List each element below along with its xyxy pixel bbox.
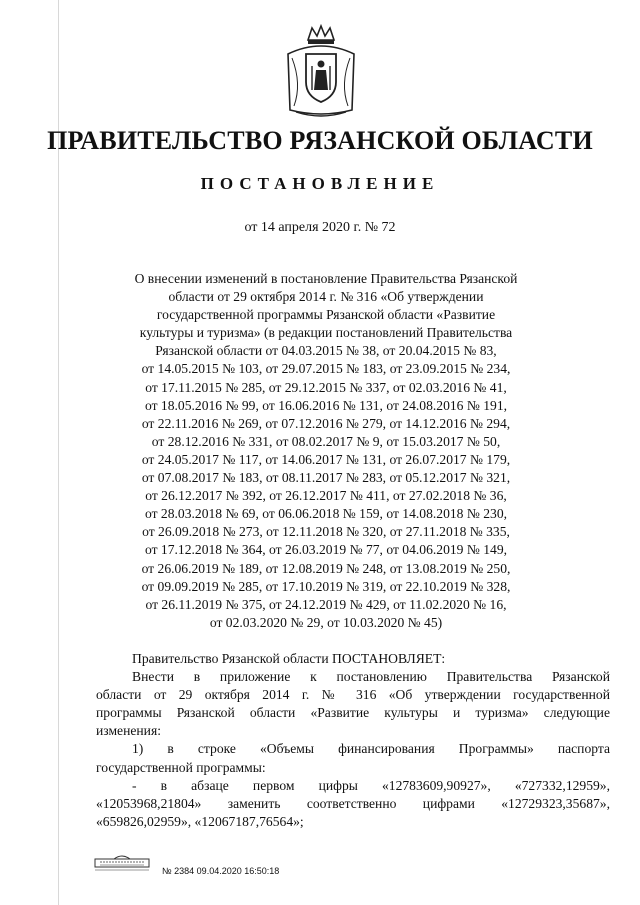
subject-line: О внесении изменений в постановление Правительства Рязанской — [134, 271, 518, 286]
decree-line: Правительство Рязанской области ПОСТАНОВЛЯЕТ: — [132, 651, 446, 666]
item-line: 1) в строке «Объемы финансирования Программы» паспорта — [132, 741, 610, 757]
subject-line: Рязанской области от 04.03.2015 № 38, от 20.04.2015 № 83, — [155, 343, 497, 359]
coat-of-arms-icon — [282, 24, 360, 120]
subject-line: области от 29 октября 2014 г. № 316 «Об утверждении — [168, 289, 484, 305]
subject-line: от 28.12.2016 № 331, от 08.02.2017 № 9, от 15.03.2017 № 50, — [151, 433, 501, 449]
subject-line: от 28.03.2018 № 69, от 06.06.2018 № 159, от 14.08.2018 № 230, — [144, 506, 508, 522]
registration-meta: № 2384 09.04.2020 16:50:18 — [162, 866, 280, 876]
subject-line: от 26.12.2017 № 392, от 26.12.2017 № 411, от 27.02.2018 № 36, — [145, 488, 507, 504]
item-line: государственной программы: — [96, 759, 266, 775]
subject-line: от 26.11.2019 № 375, от 24.12.2019 № 429, от 11.02.2020 № 16, — [145, 596, 507, 612]
subject-line: от 24.05.2017 № 117, от 14.06.2017 № 131, от 26.07.2017 № 179, — [141, 451, 511, 467]
subject-line: от 18.05.2016 № 99, от 16.06.2016 № 131, от 24.08.2016 № 191, — [144, 397, 508, 413]
subject-line: от 17.11.2015 № 285, от 29.12.2015 № 337, от 02.03.2016 № 41, — [145, 379, 507, 395]
subject-line: от 14.05.2015 № 103, от 29.07.2015 № 183, от 23.09.2015 № 234, — [141, 361, 511, 377]
subject-line: от 09.09.2019 № 285, от 17.10.2019 № 319, от 22.10.2019 № 328, — [141, 578, 511, 594]
subject-line: от 02.03.2020 № 29, от 10.03.2020 № 45) — [209, 614, 443, 630]
document-body — [96, 650, 610, 831]
subitem-line: «12053968,21804» заменить соответственно цифрами «12729323,35687», — [96, 795, 610, 811]
subject-line: государственной программы Рязанской области «Развитие — [156, 307, 496, 323]
subject-line: от 17.12.2018 № 364, от 26.03.2019 № 77, от 04.06.2019 № 149, — [144, 542, 508, 558]
government-title: ПРАВИТЕЛЬСТВО РЯЗАНСКОЙ ОБЛАСТИ — [47, 126, 593, 155]
subject-line: от 22.11.2016 № 269, от 07.12.2016 № 279, от 14.12.2016 № 294, — [141, 415, 511, 431]
subject-line: от 07.08.2017 № 183, от 08.11.2017 № 283, от 05.12.2017 № 321, — [141, 470, 511, 486]
paragraph-line: изменения: — [96, 723, 161, 739]
subitem-line: - в абзаце первом цифры «12783609,90927», «727332,12959», — [132, 777, 610, 793]
stamp-icon — [94, 853, 150, 871]
document-type: ПОСТАНОВЛЕНИЕ — [200, 174, 440, 193]
subject-line: культуры и туризма» (в редакции постановлений Правительства — [139, 325, 513, 341]
document-date-number: от 14 апреля 2020 г. № 72 — [244, 220, 396, 235]
subitem-line: «659826,02959», «12067187,76564»; — [96, 813, 304, 829]
subject-line: от 26.06.2019 № 189, от 12.08.2019 № 248, от 13.08.2019 № 250, — [141, 560, 511, 576]
paragraph-line: Внести в приложение к постановлению Правительства Рязанской — [132, 669, 610, 685]
document-subject — [96, 270, 556, 632]
paragraph-line: программы Рязанской области «Развитие культуры и туризма» следующие — [96, 705, 610, 721]
subject-line: от 26.09.2018 № 273, от 12.11.2018 № 320, от 27.11.2018 № 335, — [142, 524, 510, 540]
paragraph-line: области от 29 октября 2014 г. № 316 «Об утверждении государственной — [96, 687, 610, 703]
